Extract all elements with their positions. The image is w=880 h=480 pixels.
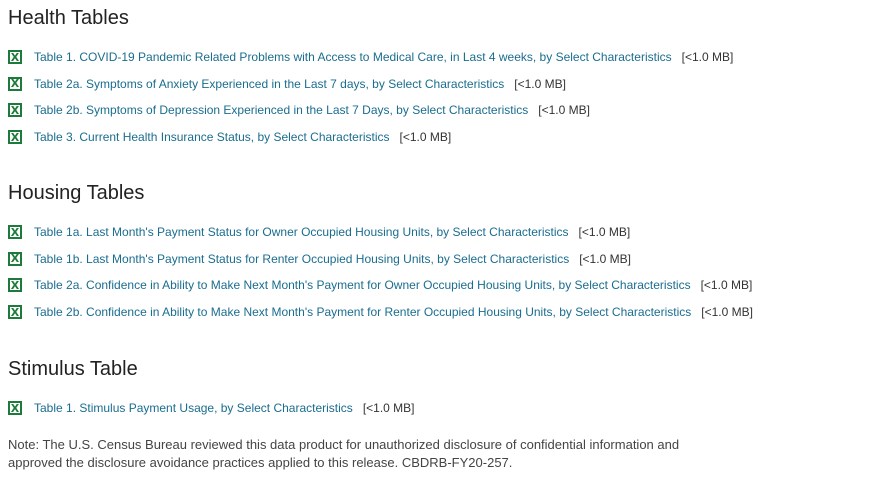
file-size: [<1.0 MB] xyxy=(399,130,452,145)
section-title-housing: Housing Tables xyxy=(8,182,145,204)
table-link[interactable]: Table 2a. Symptoms of Anxiety Experienced in the Last 7 days, by Select Characteristics xyxy=(34,76,505,91)
list-item xyxy=(8,71,733,98)
section-title-health: Health Tables xyxy=(8,7,129,29)
list-item xyxy=(8,219,753,246)
list-item xyxy=(8,124,733,151)
list-item xyxy=(8,97,733,124)
file-size: [<1.0 MB] xyxy=(700,278,753,293)
table-link[interactable]: Table 3. Current Health Insurance Status, by Select Characteristics xyxy=(34,130,390,145)
excel-file-icon[interactable]: X xyxy=(8,77,22,91)
list-item xyxy=(8,395,415,422)
housing-tables-list xyxy=(8,219,753,325)
stimulus-table-section xyxy=(8,357,415,422)
housing-tables-section xyxy=(8,181,753,325)
file-size: [<1.0 MB] xyxy=(701,305,753,320)
disclosure-note: Note: The U.S. Census Bureau reviewed this data product for unauthorized disclosure of confidential information and approved the disclosure avoidance practices applied to this release. CBDRB-FY20-257. xyxy=(8,437,680,470)
health-tables-list xyxy=(8,44,733,150)
file-size: [<1.0 MB] xyxy=(578,225,631,240)
excel-file-icon[interactable]: X xyxy=(8,305,22,319)
table-link[interactable]: Table 2a. Confidence in Ability to Make Next Month's Payment for Owner Occupied Housing Units, by Select Characteristics xyxy=(34,278,691,293)
table-link[interactable]: Table 1b. Last Month's Payment Status for Renter Occupied Housing Units, by Select Characteristics xyxy=(34,251,570,266)
excel-file-icon[interactable]: X xyxy=(8,252,22,266)
file-size: [<1.0 MB] xyxy=(579,251,631,266)
excel-file-icon[interactable]: X xyxy=(8,50,22,64)
file-size: [<1.0 MB] xyxy=(681,50,734,65)
list-item xyxy=(8,272,753,299)
file-size: [<1.0 MB] xyxy=(538,103,590,118)
health-tables-section xyxy=(8,6,733,150)
table-link[interactable]: Table 2b. Symptoms of Depression Experienced in the Last 7 Days, by Select Characteristics xyxy=(34,103,529,118)
section-title-stimulus: Stimulus Table xyxy=(8,358,138,380)
disclosure-note-block xyxy=(8,436,728,472)
list-item xyxy=(8,44,733,71)
excel-file-icon[interactable]: X xyxy=(8,130,22,144)
list-item xyxy=(8,299,753,326)
table-link[interactable]: Table 2b. Confidence in Ability to Make Next Month's Payment for Renter Occupied Housing Units, by Select Characteristics xyxy=(34,305,692,320)
excel-file-icon[interactable]: X xyxy=(8,225,22,239)
stimulus-table-list xyxy=(8,395,415,422)
table-link[interactable]: Table 1a. Last Month's Payment Status for Owner Occupied Housing Units, by Select Characteristics xyxy=(34,225,569,240)
table-link[interactable]: Table 1. COVID-19 Pandemic Related Problems with Access to Medical Care, in Last 4 weeks, by Select Characteristics xyxy=(34,50,672,65)
table-link[interactable]: Table 1. Stimulus Payment Usage, by Select Characteristics xyxy=(34,401,353,416)
file-size: [<1.0 MB] xyxy=(514,76,566,91)
excel-file-icon[interactable]: X xyxy=(8,103,22,117)
file-size: [<1.0 MB] xyxy=(362,401,415,416)
excel-file-icon[interactable]: X xyxy=(8,278,22,292)
excel-file-icon[interactable]: X xyxy=(8,401,22,415)
list-item xyxy=(8,246,753,273)
